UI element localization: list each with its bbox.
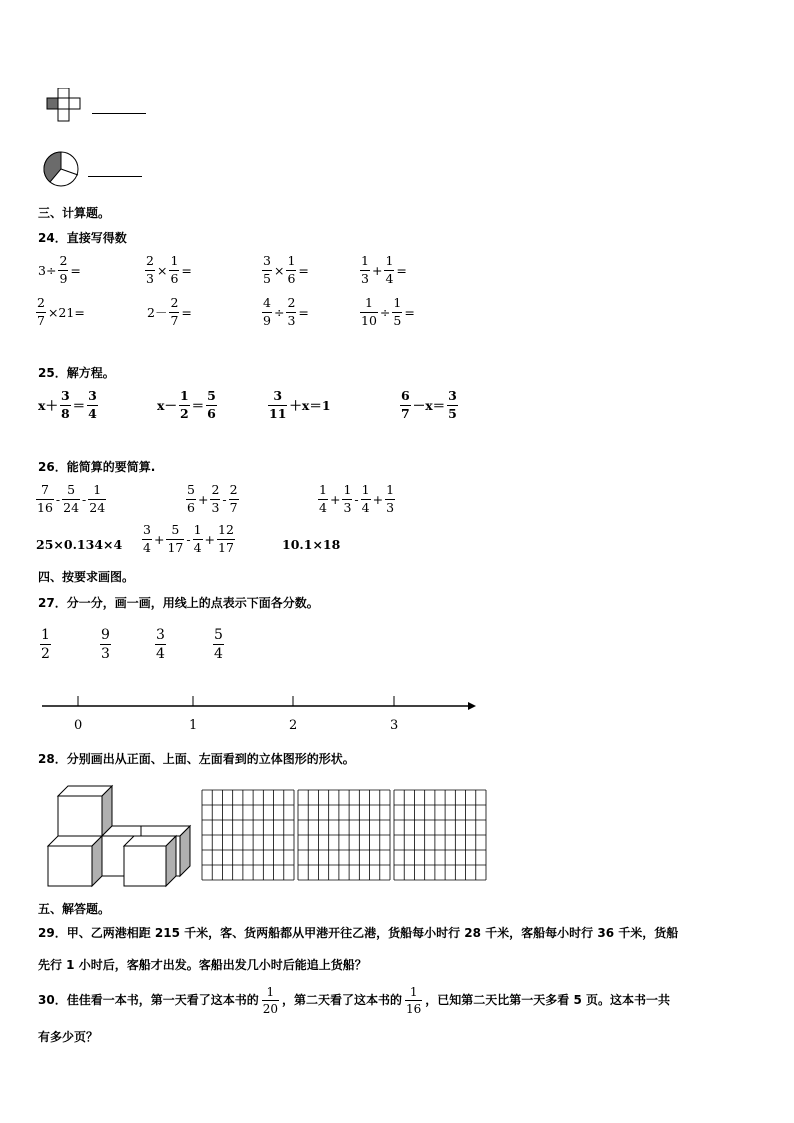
q27-fraction-3-value-num: 3: [156, 627, 165, 643]
section-three-heading: 三、计算题。: [38, 206, 111, 220]
circle-shape-figure: [40, 150, 84, 190]
q26-expression-3-fraction-6: [385, 484, 395, 514]
q24-expression-2-fraction-b-num: 1: [170, 253, 179, 268]
q24-expression-3: [262, 255, 311, 285]
q24-expression-1: [36, 255, 83, 285]
q24-expression-3-post: =: [298, 262, 309, 278]
q24-expression-8-fraction-b-den: 5: [393, 312, 402, 328]
q27-fraction-1: [40, 628, 51, 661]
drawing-grid-3[interactable]: [394, 790, 486, 880]
q27-fraction-4-value: [213, 628, 224, 661]
q30-part1: 30．佳佳看一本书，第一天看了这本书的: [38, 992, 259, 1007]
q27-fraction-2-value-den: 3: [101, 646, 110, 662]
q25-equation-4-fraction-a-den: 7: [401, 405, 410, 421]
q25-equation-3-fraction-a-den: 11: [269, 405, 287, 421]
q24-expression-3-fraction-b: [286, 255, 296, 285]
q26-expression-5-op-5: +: [204, 531, 216, 547]
q26-expression-1-fraction-0-num: 7: [40, 482, 49, 497]
q30-line1: [38, 986, 670, 1015]
q24-expression-1-pre: 3÷: [38, 262, 57, 278]
q26-expression-2-fraction-4-num: 2: [229, 482, 238, 497]
q30-part3: ，已知第二天比第一天多看 5 页。这本书一共: [425, 992, 670, 1007]
q26-expression-1-fraction-2-num: 5: [67, 482, 76, 497]
q26-expression-4: 25×0.134×4: [36, 537, 123, 552]
q30-f1-den: 20: [262, 1002, 278, 1016]
q26-expression-3-fraction-6-num: 1: [386, 482, 395, 497]
q25-equation-2-op: ＝: [191, 398, 205, 413]
q25-equation-1-fraction-b: [87, 390, 98, 420]
q27-fraction-3-value: [155, 628, 166, 661]
number-line[interactable]: [38, 688, 478, 738]
q27-fraction-1-value: [40, 628, 51, 661]
q24-expression-4-fraction-b-num: 1: [385, 253, 394, 268]
q26-expression-3-fraction-2-den: 3: [343, 499, 352, 515]
q25-equation-4: [400, 390, 458, 420]
section-four-heading: 四、按要求画图。: [38, 570, 135, 584]
q24-expression-4-fraction-a-den: 3: [361, 270, 369, 286]
q26-expression-1-fraction-2-den: 24: [63, 499, 80, 515]
q24-expression-2-op: ×: [156, 262, 168, 278]
q26-expression-3-op-3: -: [354, 491, 359, 507]
q24-expression-7-fraction-b-den: 3: [287, 312, 296, 328]
q26-expression-2: [186, 484, 239, 514]
q24-expression-4-fraction-b: [384, 255, 394, 285]
q26-expression-3-fraction-0: [318, 484, 328, 514]
q24-expression-1-fraction-a: [58, 255, 68, 285]
q26-expression-1-op-3: -: [82, 491, 87, 507]
q25-equation-1-fraction-b-num: 3: [88, 388, 97, 403]
q24-expression-6-fraction-a-num: 2: [170, 295, 179, 310]
q24-expression-4-fraction-a-num: 1: [361, 253, 369, 268]
q24-expression-2-fraction-b: [169, 255, 179, 285]
q25-equation-2-fraction-b-num: 5: [207, 388, 216, 403]
q26-expression-5-fraction-2-num: 5: [171, 522, 180, 537]
q26-expression-1-fraction-4: [88, 484, 106, 514]
q26-expression-3-fraction-0-num: 1: [319, 482, 327, 497]
q24-expression-6-post: =: [181, 304, 192, 320]
q30-line2: 有多少页？: [38, 1030, 99, 1044]
q25-equation-4-op: －x＝: [412, 398, 446, 413]
q26-expression-5-fraction-6-den: 17: [218, 539, 234, 555]
q25-equation-1-fraction-a: [60, 390, 71, 420]
axis-label-2: 2: [289, 718, 298, 733]
q24-expression-4-fraction-b-den: 4: [385, 270, 394, 286]
q27-fraction-2-value-num: 9: [101, 627, 110, 643]
q24-expression-4-post: =: [396, 262, 407, 278]
q28-title: 28．分别画出从正面、上面、左面看到的立体图形的形状。: [38, 752, 355, 766]
q30-fraction-2: [405, 986, 422, 1015]
q24-expression-6-pre: 2－: [147, 305, 168, 320]
q24-expression-7-op: ÷: [273, 304, 285, 320]
q27-fraction-3: [155, 628, 166, 661]
q26-expression-2-op-3: -: [222, 491, 227, 507]
q24-expression-3-op: ×: [273, 262, 285, 278]
q26-expression-1-fraction-4-den: 24: [89, 499, 106, 515]
q29-line1: 29．甲、乙两港相距 215 千米，客、货两船都从甲港开往乙港，货船每小时行 28 千米，客船每小时行 36 千米，货船: [38, 926, 679, 940]
q26-expression-1: [36, 484, 106, 514]
q24-expression-1-post: =: [70, 262, 81, 278]
drawing-grid-1[interactable]: [202, 790, 294, 880]
q24-expression-6-fraction-a-den: 7: [170, 312, 179, 328]
q24-expression-8-op: ÷: [379, 304, 391, 320]
q24-expression-5-fraction-a: [36, 297, 46, 327]
axis-label-0: 0: [74, 718, 83, 733]
q26-expression-3-fraction-0-den: 4: [319, 499, 327, 515]
q26-expression-2-fraction-4-den: 7: [229, 499, 238, 515]
q24-expression-2-fraction-a-den: 3: [146, 270, 154, 286]
q30-part2: ，第二天看了这本书的: [281, 992, 402, 1007]
section-five-heading: 五、解答题。: [38, 902, 111, 916]
q25-equation-1-pre: x＋: [38, 398, 58, 413]
q26-expression-1-op-1: -: [55, 491, 61, 507]
q26-expression-1-fraction-2: [62, 484, 80, 514]
q25-equation-1-op: ＝: [72, 398, 86, 413]
q26-expression-3-op-1: +: [329, 491, 341, 507]
q24-expression-5: [36, 297, 87, 327]
q26-expression-5-fraction-4: [193, 524, 203, 554]
q26-expression-3-fraction-2-num: 1: [343, 482, 352, 497]
q24-expression-7-fraction-b-num: 2: [287, 295, 296, 310]
q24-expression-2-post: =: [181, 262, 192, 278]
q26-expression-2-op-1: +: [197, 491, 209, 507]
q24-expression-8-fraction-b: [392, 297, 402, 327]
q27-fraction-2-value: [100, 628, 111, 661]
q24-expression-2-fraction-a-num: 2: [146, 253, 154, 268]
q26-expression-3-fraction-6-den: 3: [386, 499, 395, 515]
q30-f2-num: 1: [409, 985, 418, 999]
q26-expression-5-fraction-2-den: 17: [167, 539, 184, 555]
q30-fraction-1: [262, 986, 279, 1015]
drawing-grids[interactable]: [200, 788, 490, 882]
answer-line-2[interactable]: [88, 176, 142, 177]
q29-line2: 先行 1 小时后，客船才出发。客船出发几小时后能追上货船？: [38, 958, 367, 972]
q26-expression-2-fraction-2-num: 2: [211, 482, 220, 497]
q24-expression-1-fraction-a-num: 2: [59, 253, 68, 268]
q26-expression-5-fraction-6-num: 12: [218, 522, 234, 537]
q26-expression-2-fraction-4: [229, 484, 239, 514]
q24-expression-4-op: +: [371, 262, 383, 278]
q25-equation-3: [268, 390, 333, 420]
q26-expression-2-fraction-2: [210, 484, 220, 514]
cube-stack-figure: [44, 784, 196, 892]
q24-expression-3-fraction-b-num: 1: [287, 253, 296, 268]
q24-expression-2: [145, 255, 194, 285]
q26-expression-5-op-3: -: [186, 531, 191, 547]
q27-fraction-4: [213, 628, 224, 661]
q24-expression-2-fraction-a: [145, 255, 155, 285]
q24-expression-3-fraction-b-den: 6: [287, 270, 296, 286]
q24-expression-8-post: =: [404, 304, 415, 320]
q25-equation-4-fraction-b: [447, 390, 458, 420]
q24-expression-7-post: =: [298, 304, 309, 320]
q25-equation-1-fraction-a-den: 8: [60, 405, 70, 421]
q25-equation-2-fraction-b-den: 6: [207, 405, 216, 421]
cross-shape-figure: [40, 88, 90, 124]
q26-expression-5-fraction-0: [142, 524, 152, 554]
q26-title: 26．能简算的要简算.: [38, 460, 156, 474]
q26-expression-6: 10.1×18: [282, 537, 341, 552]
q25-equation-2: [155, 390, 217, 420]
q30-f1-num: 1: [266, 985, 275, 999]
q30-f2-den: 16: [406, 1002, 422, 1016]
q26-expression-3-fraction-4-den: 4: [361, 499, 370, 515]
q24-expression-8-fraction-a-num: 1: [364, 295, 373, 310]
q26-expression-3-fraction-4: [361, 484, 371, 514]
q25-equation-4-fraction-a-num: 6: [401, 388, 410, 403]
q27-fraction-2: [100, 628, 111, 661]
q26-expression-3-fraction-2: [342, 484, 352, 514]
q27-fraction-4-value-den: 4: [214, 646, 223, 662]
q25-equation-1: [36, 390, 98, 420]
q24-expression-5-fraction-a-den: 7: [37, 312, 45, 328]
q25-equation-4-fraction-a: [400, 390, 411, 420]
q25-equation-2-fraction-a-num: 1: [179, 388, 189, 403]
q27-title: 27．分一分，画一画，用线上的点表示下面各分数。: [38, 596, 319, 610]
q25-equation-4-fraction-b-den: 5: [448, 405, 457, 421]
drawing-grid-2[interactable]: [298, 790, 390, 880]
q24-expression-7-fraction-a: [262, 297, 272, 327]
q27-fraction-4-value-num: 5: [214, 627, 223, 643]
q24-expression-4: [360, 255, 409, 285]
q26-expression-5-fraction-4-den: 4: [193, 539, 202, 555]
q24-expression-2-fraction-b-den: 6: [170, 270, 179, 286]
q25-title: 25．解方程。: [38, 366, 115, 380]
q26-expression-3-op-5: +: [372, 491, 384, 507]
q27-fraction-1-value-den: 2: [41, 646, 50, 662]
q25-equation-3-fraction-a-num: 3: [273, 388, 283, 403]
q24-title: 24．直接写得数: [38, 231, 127, 245]
q27-fraction-1-value-num: 1: [41, 627, 50, 643]
axis-label-1: 1: [189, 718, 198, 733]
q24-expression-7: [262, 297, 311, 327]
q26-expression-5-op-1: +: [153, 531, 165, 547]
q26-expression-1-fraction-0: [36, 484, 54, 514]
q25-equation-1-fraction-a-num: 3: [60, 388, 70, 403]
axis-label-3: 3: [390, 718, 399, 733]
q26-expression-2-fraction-0-num: 5: [187, 482, 195, 497]
q26-expression-2-fraction-0-den: 6: [187, 499, 195, 515]
q24-expression-6-fraction-a: [169, 297, 179, 327]
q24-expression-5-op: ×21=: [47, 304, 85, 320]
q26-expression-2-fraction-0: [186, 484, 196, 514]
q24-expression-5-fraction-a-num: 2: [37, 295, 45, 310]
q26-expression-5-fraction-0-num: 3: [143, 522, 151, 537]
q26-expression-5-fraction-6: [217, 524, 235, 554]
q24-expression-3-fraction-a: [262, 255, 272, 285]
q25-equation-4-fraction-b-num: 3: [448, 388, 457, 403]
q24-expression-8-fraction-a-den: 10: [361, 312, 377, 328]
q25-equation-3-op: ＋x＝1: [289, 398, 331, 413]
q25-equation-2-pre: x－: [157, 398, 177, 413]
q24-expression-3-fraction-a-num: 3: [263, 253, 271, 268]
q24-expression-7-fraction-a-den: 9: [263, 312, 271, 328]
q26-expression-5: [142, 524, 235, 554]
q24-expression-7-fraction-a-num: 4: [263, 295, 271, 310]
q26-expression-5-fraction-2: [166, 524, 184, 554]
q24-expression-8: [360, 297, 417, 327]
q25-equation-2-fraction-a-den: 2: [179, 405, 189, 421]
q26-expression-3: [318, 484, 395, 514]
q26-expression-1-fraction-0-den: 16: [37, 499, 53, 515]
q26-expression-2-fraction-2-den: 3: [211, 499, 220, 515]
q24-expression-3-fraction-a-den: 5: [263, 270, 271, 286]
q24-expression-4-fraction-a: [360, 255, 370, 285]
q24-expression-1-fraction-a-den: 9: [59, 270, 68, 286]
q24-expression-7-fraction-b: [286, 297, 296, 327]
q27-fraction-3-value-den: 4: [156, 646, 165, 662]
q26-expression-5-fraction-0-den: 4: [143, 539, 151, 555]
answer-line-1[interactable]: [92, 113, 146, 114]
q25-equation-2-fraction-b: [206, 390, 217, 420]
q24-expression-6: [145, 297, 194, 327]
q24-expression-8-fraction-a: [360, 297, 378, 327]
q26-expression-1-fraction-4-num: 1: [93, 482, 102, 497]
q25-equation-1-fraction-b-den: 4: [88, 405, 97, 421]
q25-equation-2-fraction-a: [179, 390, 190, 420]
q26-expression-5-fraction-4-num: 1: [193, 522, 202, 537]
q25-equation-3-fraction-a: [268, 390, 287, 420]
q24-expression-8-fraction-b-num: 1: [393, 295, 402, 310]
q26-expression-3-fraction-4-num: 1: [361, 482, 370, 497]
